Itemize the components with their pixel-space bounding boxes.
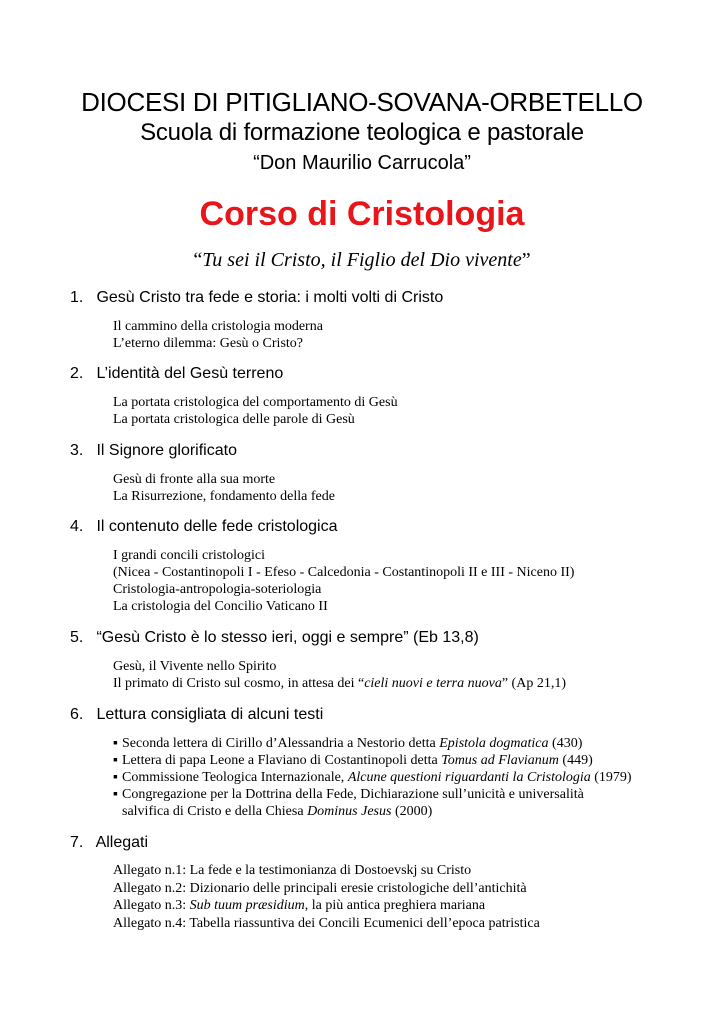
quote-open-mark: “ [193,249,203,271]
school-heading: Scuola di formazione teologica e pastorale [140,119,584,146]
section-lines [113,547,710,615]
section-lines [113,318,710,352]
section-6 [70,705,710,820]
section-line: (Nicea - Costantinopoli I - Efeso - Calcedonia - Costantinopoli II e III - Niceno II) [113,565,575,580]
item-text: Congregazione per la Dottrina della Fede, Dichiarazione sull’unicità e universalità [122,787,584,802]
section-line: La Risurrezione, fondamento della fede [113,489,335,504]
section-lines [113,471,710,505]
section-1 [70,288,710,352]
quote-text: Tu sei il Cristo, il Figlio del Dio vivente [202,249,522,271]
attachment-item [113,915,710,933]
reading-list-item [113,752,710,769]
attachments-list [113,862,710,932]
item-italic-text: Dominus Jesus [307,804,392,819]
reading-list [113,735,710,820]
section-number: 4. [70,518,84,535]
item-text: salvifica di Cristo e della Chiesa [122,804,308,819]
item-italic-text: Sub tuum præsidium [189,898,305,913]
section-line: La cristologia del Concilio Vaticano II [113,599,328,614]
section-title-text: “Gesù Cristo è lo stesso ieri, oggi e sempre” (Eb 13,8) [96,629,479,646]
section-2 [70,364,710,428]
section-line: La portata cristologica del comportamento di Gesù [113,395,398,410]
section-line [113,675,710,692]
bullet-icon: ▪ [113,736,118,751]
course-title: Corso di Cristologia [199,195,525,233]
dedication-heading: “Don Maurilio Carrucola” [253,152,471,174]
section-title [70,833,710,853]
section-title [70,441,710,461]
section-5 [70,628,710,692]
epigraph-quote [0,246,724,274]
bullet-icon: ▪ [113,770,118,785]
attachment-item [113,862,710,880]
section-line: Cristologia-antropologia-soteriologia [113,582,322,597]
reading-list-item [113,786,710,803]
section-line: Il cammino della cristologia moderna [113,319,323,334]
section-title [70,517,710,537]
reading-list-item [113,769,710,786]
section-lines [113,394,710,428]
section-lines [113,658,710,692]
attachment-item [113,897,710,915]
item-text: (449) [558,753,593,768]
section-title [70,705,710,725]
bullet-icon: ▪ [113,787,118,802]
item-text: Allegato n.3: [113,898,190,913]
item-text: Allegato n.2: Dizionario delle principali eresie cristologiche dell’antichità [113,880,527,896]
reading-list-item [113,735,710,752]
section-title-text: Allegati [95,834,149,851]
reading-list-item-continuation [113,803,710,820]
section-4 [70,517,710,615]
item-text: Commissione Teologica Internazionale, [122,770,348,785]
quote-close-mark: ” [521,249,531,271]
attachment-item [113,880,710,898]
section-title-text: Gesù Cristo tra fede e storia: i molti volti di Cristo [96,289,444,306]
line-text: Il primato di Cristo sul cosmo, in attesa dei “ [113,676,365,691]
section-line: Gesù di fronte alla sua morte [113,472,276,487]
item-text: (430) [548,736,583,751]
bullet-icon: ▪ [113,753,118,768]
section-title-text: L’identità del Gesù terreno [96,365,284,382]
section-7 [70,833,710,932]
section-title-text: Il Signore glorificato [96,442,237,459]
section-line: La portata cristologica delle parole di Gesù [113,412,355,427]
line-italic-text: cieli nuovi e terra nuova [364,676,502,691]
section-number: 3. [70,442,84,459]
section-title [70,364,710,384]
section-title [70,628,710,648]
section-title [70,288,710,308]
section-number: 2. [70,365,84,382]
item-italic-text: Alcune questioni riguardanti la Cristologia [347,770,591,785]
section-line: L’eterno dilemma: Gesù o Cristo? [113,336,303,351]
item-text: Allegato n.4: Tabella riassuntiva dei Concili Ecumenici dell’epoca patristica [113,915,540,931]
item-text: Allegato n.1: La fede e la testimonianza di Dostoevskj su Cristo [113,863,472,878]
section-number: 7. [70,834,84,851]
line-text: ” (Ap 21,1) [501,676,566,691]
section-line: Gesù, il Vivente nello Spirito [113,659,277,674]
diocese-heading: DIOCESI DI PITIGLIANO-SOVANA-ORBETELLO [81,87,643,117]
section-line: I grandi concili cristologici [113,548,266,563]
section-number: 1. [70,289,84,306]
item-text: Lettera di papa Leone a Flaviano di Costantinopoli detta [122,753,442,768]
item-text: , la più antica preghiera mariana [304,898,486,913]
section-title-text: Il contenuto delle fede cristologica [96,518,338,535]
item-text: Seconda lettera di Cirillo d’Alessandria a Nestorio detta [122,736,440,751]
item-italic-text: Epistola dogmatica [439,736,549,751]
item-text: (2000) [391,804,433,819]
item-text: (1979) [590,770,632,785]
section-number: 5. [70,629,84,646]
section-title-text: Lettura consigliata di alcuni testi [96,706,324,723]
item-italic-text: Tomus ad Flavianum [441,753,559,768]
section-3 [70,441,710,505]
section-number: 6. [70,706,84,723]
